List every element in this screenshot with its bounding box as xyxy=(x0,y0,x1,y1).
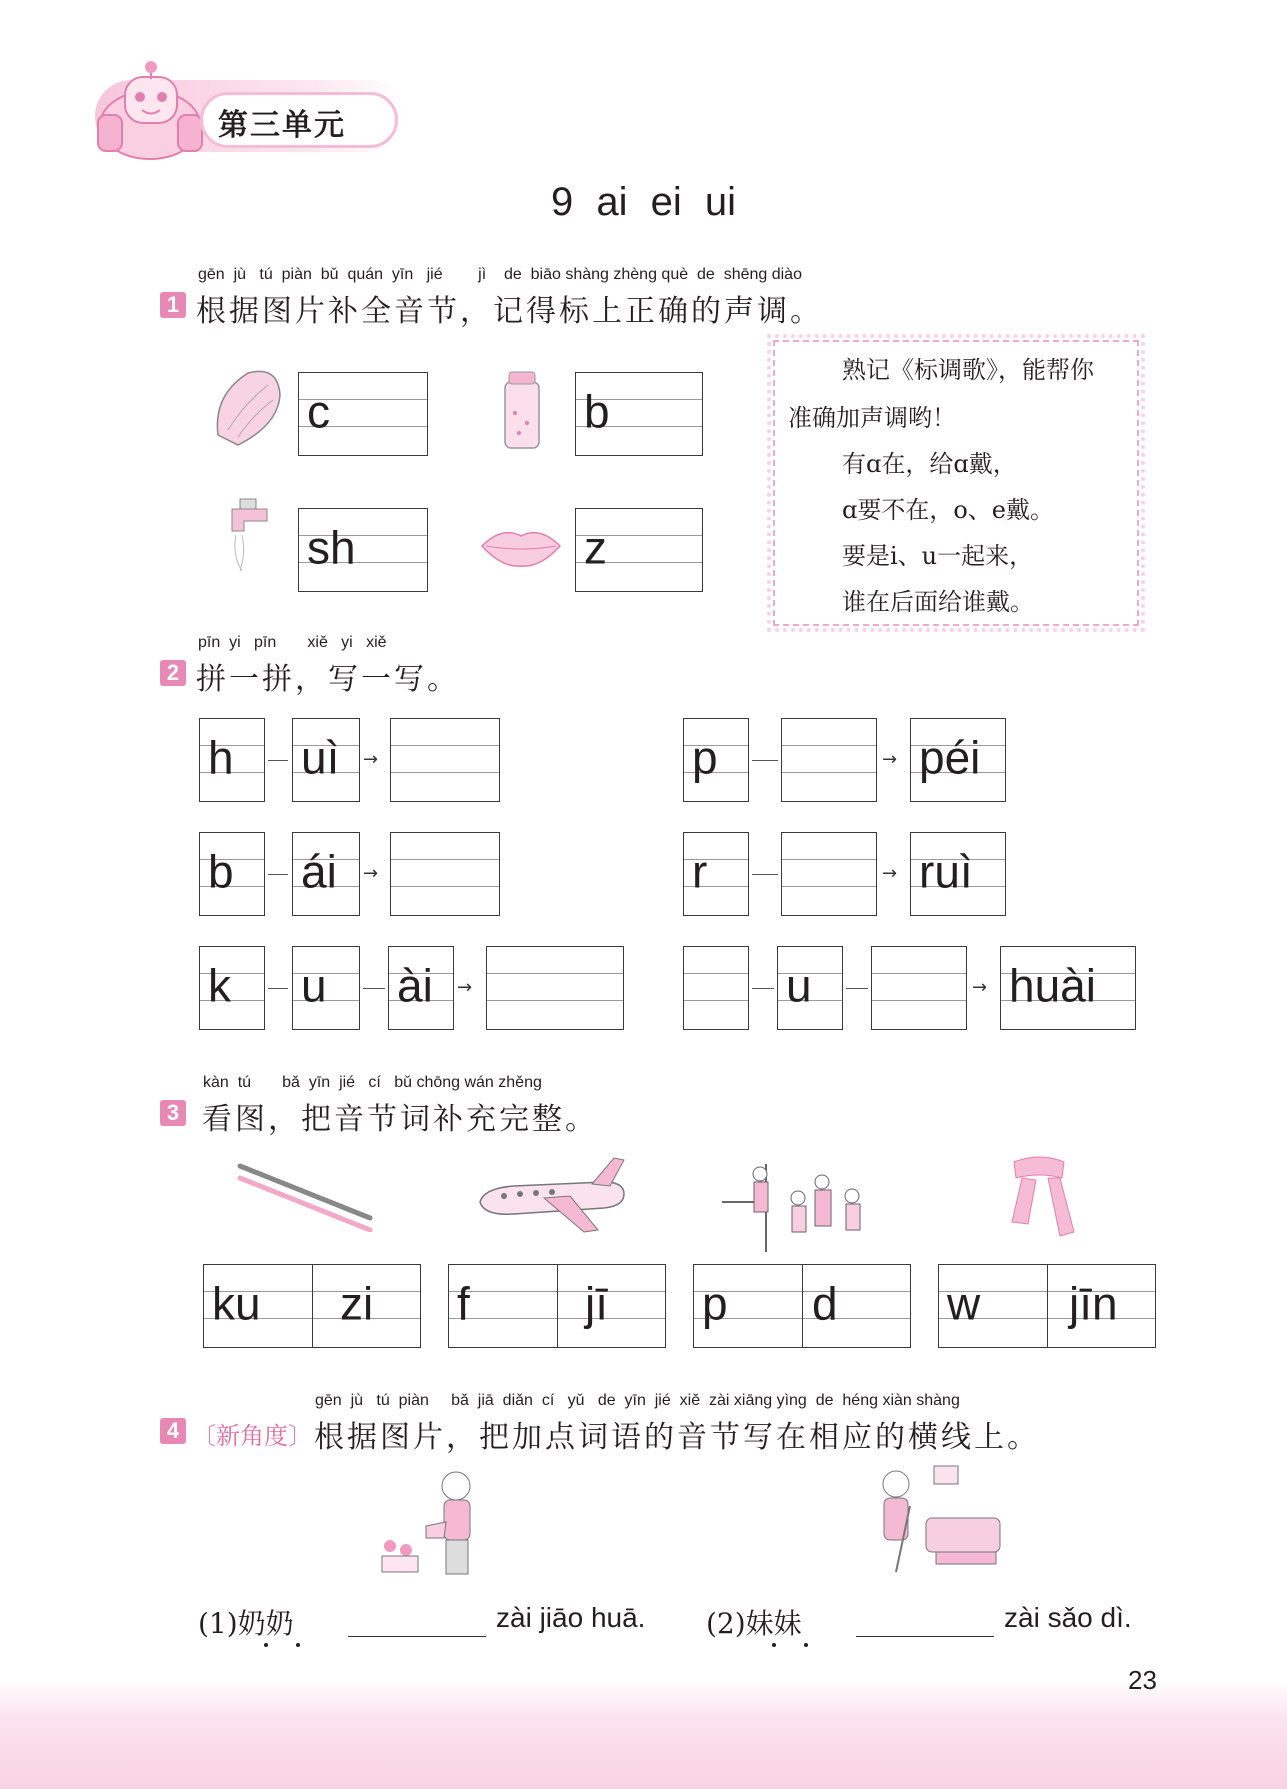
section4-pinyin: gēn jù tú piàn bǎ jiā diǎn cí yǔ de yīn jié xiě zài xiāng yìng de héng xiàn shàng xyxy=(315,1392,960,1409)
four-line-box[interactable] xyxy=(777,946,843,1030)
lesson-title: 9 ai ei ui xyxy=(551,180,736,224)
unit-title: 第三单元 xyxy=(218,108,346,143)
tip-line: 有ɑ在，给ɑ戴， xyxy=(842,450,1017,478)
answer-box[interactable] xyxy=(683,946,749,1030)
section3-pinyin: kàn tú bǎ yīn jié cí bǔ chōng wán zhěng xyxy=(203,1074,542,1091)
syllable-part: p xyxy=(702,1277,728,1330)
connector-dash xyxy=(752,874,778,875)
initial-c: c xyxy=(307,385,330,438)
syllable-part: uì xyxy=(301,731,340,784)
initial-b: b xyxy=(584,385,610,438)
four-line-box[interactable] xyxy=(683,718,749,802)
tip-line: ɑ要不在，o、e戴。 xyxy=(842,496,1055,524)
chopsticks-icon xyxy=(236,1160,376,1232)
connector-dash xyxy=(268,988,288,989)
section4-instruction: 根据图片，把加点词语的音节写在相应的横线上。 xyxy=(314,1420,1040,1455)
arrow-icon: → xyxy=(882,863,898,884)
new-angle-tag: 〔新角度〕 xyxy=(192,1422,312,1450)
initial-z: z xyxy=(584,521,607,574)
connector-dash xyxy=(846,988,868,989)
four-line-box[interactable] xyxy=(575,508,703,592)
four-line-box[interactable] xyxy=(388,946,454,1030)
emphasis-dot xyxy=(772,1643,776,1647)
answer-line[interactable] xyxy=(856,1636,994,1637)
syllable-part: huài xyxy=(1009,959,1096,1012)
syllable-part: u xyxy=(786,959,812,1012)
syllable-part: ruì xyxy=(919,845,973,898)
syllable-part: f xyxy=(457,1277,470,1330)
arrow-icon: → xyxy=(457,977,473,998)
grandma-watering-icon xyxy=(376,1466,488,1582)
four-line-box[interactable] xyxy=(292,946,360,1030)
section1-pinyin: gēn jù tú piàn bǔ quán yīn jié jì de biāo shàng zhèng què de shēng diào xyxy=(198,266,802,283)
four-line-box[interactable] xyxy=(292,832,360,916)
syllable-part: péi xyxy=(919,731,981,784)
four-line-box[interactable] xyxy=(199,946,265,1030)
four-line-box[interactable] xyxy=(910,832,1006,916)
four-line-box[interactable] xyxy=(199,832,265,916)
scarf-icon xyxy=(1002,1152,1078,1244)
divider xyxy=(557,1265,558,1347)
cabbage-icon xyxy=(208,365,284,449)
syllable-part: jī xyxy=(585,1277,608,1330)
answer-line[interactable] xyxy=(348,1636,486,1637)
syllable-part: u xyxy=(301,959,327,1012)
connector-dash xyxy=(268,874,288,875)
connector-dash xyxy=(752,760,778,761)
tip-line: 谁在后面给谁戴。 xyxy=(842,588,1034,616)
initial-sh: sh xyxy=(307,521,356,574)
syllable-part: ái xyxy=(301,845,337,898)
section1-instruction: 根据图片补全音节，记得标上正确的声调。 xyxy=(196,294,823,329)
four-line-box[interactable] xyxy=(298,508,428,592)
queue-icon xyxy=(716,1160,876,1256)
tip-line: 熟记《标调歌》，能帮你 xyxy=(842,356,1094,384)
syllable-part: p xyxy=(692,731,718,784)
four-line-box[interactable] xyxy=(1000,946,1136,1030)
section2-instruction: 拼一拼，写一写。 xyxy=(196,662,460,697)
answer-box[interactable] xyxy=(781,832,877,916)
robot-mascot-icon xyxy=(80,55,210,165)
sentence-2-label: (2)妹妹 xyxy=(706,1607,802,1640)
section3-instruction: 看图，把音节词补充完整。 xyxy=(202,1102,598,1137)
tip-line: 准确加声调哟！ xyxy=(788,404,956,432)
arrow-icon: → xyxy=(363,749,379,770)
sentence-1-tail: zài jiāo huā. xyxy=(496,1602,646,1633)
four-line-box[interactable] xyxy=(292,718,360,802)
arrow-icon: → xyxy=(882,749,898,770)
syllable-part: h xyxy=(208,731,234,784)
syllable-part: ài xyxy=(397,959,433,1012)
arrow-icon: → xyxy=(363,863,379,884)
answer-box[interactable] xyxy=(781,718,877,802)
page-number: 23 xyxy=(1128,1665,1157,1695)
syllable-part: ku xyxy=(212,1277,261,1330)
syllable-part: w xyxy=(947,1277,981,1330)
emphasis-dot xyxy=(264,1643,268,1647)
word-box[interactable] xyxy=(693,1264,911,1348)
answer-box[interactable] xyxy=(486,946,624,1030)
word-box[interactable] xyxy=(203,1264,421,1348)
syllable-part: b xyxy=(208,845,234,898)
lips-icon xyxy=(478,522,564,570)
word-box[interactable] xyxy=(448,1264,666,1348)
sentence-2-tail: zài sǎo dì. xyxy=(1004,1602,1132,1633)
emphasis-dot xyxy=(296,1643,300,1647)
airplane-icon xyxy=(474,1152,630,1236)
syllable-part: zi xyxy=(340,1277,374,1330)
section4-number: 4 xyxy=(160,1418,186,1444)
sister-sweeping-icon xyxy=(866,1462,1006,1578)
answer-box[interactable] xyxy=(390,718,500,802)
divider xyxy=(802,1265,803,1347)
word-box[interactable] xyxy=(938,1264,1156,1348)
cup-icon xyxy=(497,368,547,452)
arrow-icon: → xyxy=(972,977,988,998)
section2-pinyin: pīn yi pīn xiě yi xiě xyxy=(198,634,387,651)
syllable-part: d xyxy=(812,1277,838,1330)
section2-number: 2 xyxy=(160,660,186,686)
tip-line: 要是i、u一起来， xyxy=(842,542,1034,570)
four-line-box[interactable] xyxy=(683,832,749,916)
section1-number: 1 xyxy=(160,292,186,318)
sentence-1-label: (1)奶奶 xyxy=(198,1607,294,1640)
section3-number: 3 xyxy=(160,1100,186,1126)
connector-dash xyxy=(268,760,288,761)
syllable-part: k xyxy=(208,959,231,1012)
answer-box[interactable] xyxy=(390,832,500,916)
connector-dash xyxy=(363,988,385,989)
footer-band xyxy=(0,1680,1287,1789)
answer-box[interactable] xyxy=(871,946,967,1030)
four-line-box[interactable] xyxy=(199,718,265,802)
syllable-part: r xyxy=(692,845,708,898)
four-line-box[interactable] xyxy=(910,718,1006,802)
connector-dash xyxy=(752,988,774,989)
divider xyxy=(312,1265,313,1347)
four-line-box[interactable] xyxy=(575,372,703,456)
emphasis-dot xyxy=(804,1643,808,1647)
divider xyxy=(1047,1265,1048,1347)
four-line-box[interactable] xyxy=(298,372,428,456)
syllable-part: jīn xyxy=(1069,1277,1118,1330)
faucet-icon xyxy=(222,495,282,575)
